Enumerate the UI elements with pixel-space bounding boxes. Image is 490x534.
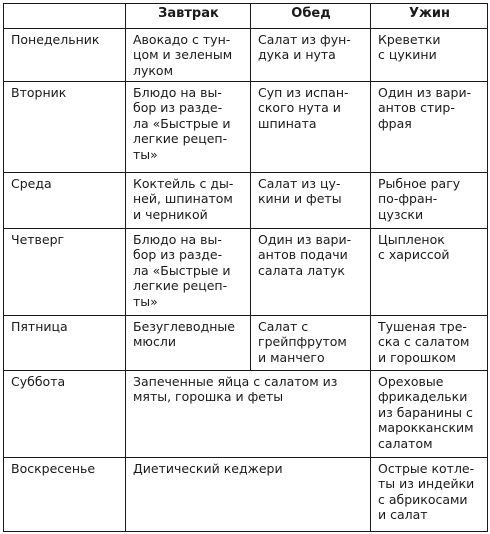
dinner-text: Креветки с цукини xyxy=(378,32,441,63)
breakfast-text: Безуглеводные мюсли xyxy=(133,319,235,350)
lunch-text: Суп из испан- ского нута и шпината xyxy=(258,85,349,131)
dinner-cell xyxy=(371,458,488,532)
lunch-text: Салат с грейпфрутом и манчего xyxy=(258,319,347,365)
table-row xyxy=(4,316,488,371)
breakfast-lunch-text: Диетический кеджери xyxy=(133,461,283,476)
header-dinner: Ужин xyxy=(371,4,488,29)
lunch-cell xyxy=(251,173,371,229)
lunch-text: Салат из цу- кини и феты xyxy=(258,176,342,207)
header-breakfast: Завтрак xyxy=(126,4,251,29)
header-row xyxy=(4,4,488,29)
breakfast-cell xyxy=(126,316,251,371)
breakfast-cell xyxy=(126,173,251,229)
breakfast-text: Блюдо на вы- бор из разде- ла «Быстрые и легкие рецеп- ты» xyxy=(133,232,231,309)
meal-plan-table xyxy=(3,3,488,532)
table-row xyxy=(4,29,488,82)
day-label: Вторник xyxy=(11,85,67,100)
lunch-cell xyxy=(251,316,371,371)
day-label: Понедельник xyxy=(11,32,100,47)
breakfast-lunch-cell xyxy=(126,371,371,458)
dinner-cell xyxy=(371,173,488,229)
dinner-cell xyxy=(371,316,488,371)
lunch-text: Салат из фун- дука и нута xyxy=(258,32,351,63)
breakfast-text: Коктейль с ды- ней, шпинатом и черникой xyxy=(133,176,234,222)
dinner-cell xyxy=(371,29,488,82)
table-row xyxy=(4,458,488,532)
day-label: Пятница xyxy=(11,319,68,334)
day-cell xyxy=(4,229,126,316)
day-label: Воскресенье xyxy=(11,461,96,476)
dinner-text: Один из вари- антов стир- фрая xyxy=(378,85,472,131)
header-corner xyxy=(4,4,126,29)
day-cell xyxy=(4,173,126,229)
breakfast-lunch-text: Запеченные яйца с салатом из мяты, горошка и феты xyxy=(133,374,338,405)
breakfast-text: Блюдо на вы- бор из разде- ла «Быстрые и легкие рецеп- ты» xyxy=(133,85,231,162)
breakfast-cell xyxy=(126,229,251,316)
lunch-cell xyxy=(251,229,371,316)
dinner-cell xyxy=(371,371,488,458)
breakfast-cell xyxy=(126,29,251,82)
lunch-cell xyxy=(251,29,371,82)
day-cell xyxy=(4,458,126,532)
table-row xyxy=(4,82,488,173)
dinner-text: Острые котле- ты из индейки с абрикосами и салат xyxy=(378,461,475,523)
day-cell xyxy=(4,82,126,173)
breakfast-lunch-cell xyxy=(126,458,371,532)
dinner-text: Ореховые фрикадельки из баранины с марокканским салатом xyxy=(378,374,474,451)
header-lunch: Обед xyxy=(251,4,371,29)
dinner-text: Тушеная тре- ска с салатом и горошком xyxy=(378,319,470,365)
breakfast-text: Авокадо с тун- цом и зеленым луком xyxy=(133,32,233,78)
day-cell xyxy=(4,29,126,82)
day-label: Среда xyxy=(11,176,52,191)
dinner-text: Цыпленок с хариссой xyxy=(378,232,450,263)
table-row xyxy=(4,173,488,229)
day-cell xyxy=(4,316,126,371)
breakfast-cell xyxy=(126,82,251,173)
table-row xyxy=(4,229,488,316)
dinner-cell xyxy=(371,82,488,173)
day-label: Суббота xyxy=(11,374,66,389)
table-row xyxy=(4,371,488,458)
dinner-cell xyxy=(371,229,488,316)
dinner-text: Рыбное рагу по-фран- цузски xyxy=(378,176,461,222)
day-label: Четверг xyxy=(11,232,65,247)
day-cell xyxy=(4,371,126,458)
lunch-text: Один из вари- антов подачи салата латук xyxy=(258,232,352,278)
lunch-cell xyxy=(251,82,371,173)
